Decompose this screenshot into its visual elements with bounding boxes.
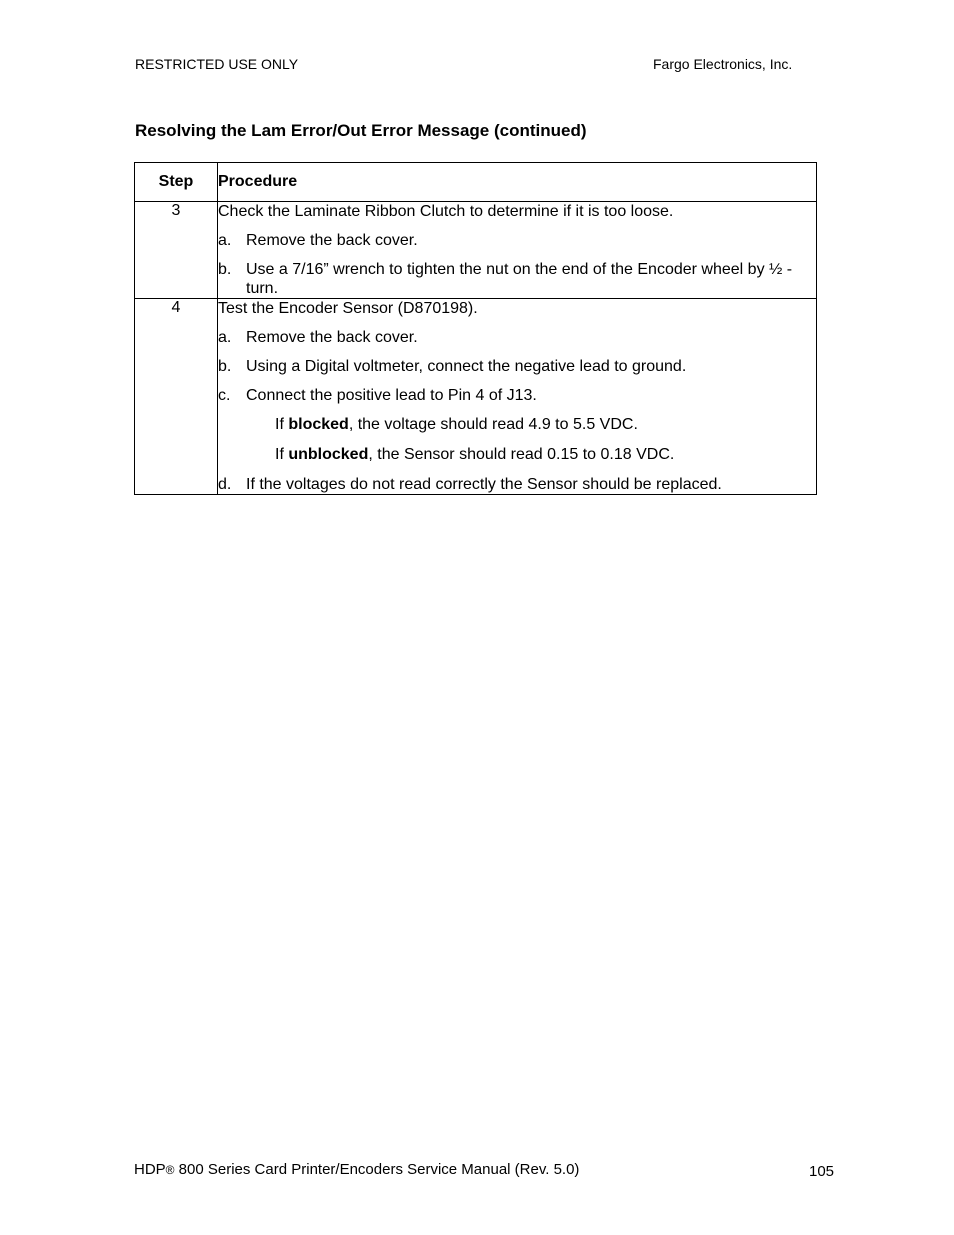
procedure-cell xyxy=(218,202,817,299)
condition-text: , the voltage should read 4.9 to 5.5 VDC. xyxy=(348,416,638,433)
list-item-label: b. xyxy=(218,261,232,278)
list-item-text: Remove the back cover. xyxy=(246,329,418,346)
list-item-text: Using a Digital voltmeter, connect the negative lead to ground. xyxy=(246,358,687,375)
registered-mark: ® xyxy=(165,1163,175,1177)
list-item-label: d. xyxy=(218,476,232,493)
condition-unblocked xyxy=(218,445,816,464)
list-item xyxy=(218,386,816,405)
step-number: 3 xyxy=(135,202,218,299)
condition-text: , the Sensor should read 0.15 to 0.18 VDC. xyxy=(368,446,675,463)
list-item xyxy=(218,357,816,376)
condition-keyword: unblocked xyxy=(288,446,369,463)
table-row xyxy=(135,202,817,299)
footer-brand: HDP xyxy=(134,1161,166,1178)
list-item xyxy=(218,260,816,298)
running-header-left: RESTRICTED USE ONLY xyxy=(135,56,299,72)
list-item-text: If the voltages do not read correctly the Sensor should be replaced. xyxy=(246,476,722,493)
condition-prefix: If xyxy=(275,446,289,463)
list-item xyxy=(218,475,816,494)
column-header-step: Step xyxy=(135,163,218,202)
list-item-text: Connect the positive lead to Pin 4 of J13. xyxy=(246,387,537,404)
column-header-procedure: Procedure xyxy=(218,163,817,202)
table-header-row xyxy=(135,163,817,202)
list-item-label: b. xyxy=(218,358,232,375)
condition-keyword: blocked xyxy=(288,416,349,433)
footer-manual-title: 800 Series Card Printer/Encoders Service Manual (Rev. 5.0) xyxy=(174,1161,580,1178)
list-item-text: Remove the back cover. xyxy=(246,232,418,249)
procedure-table xyxy=(134,162,817,495)
procedure-intro: Check the Laminate Ribbon Clutch to determine if it is too loose. xyxy=(218,203,674,220)
running-footer-title xyxy=(134,1161,579,1178)
list-item xyxy=(218,231,816,250)
condition-blocked xyxy=(218,415,816,434)
condition-prefix: If xyxy=(275,416,289,433)
list-item-label: c. xyxy=(218,387,231,404)
list-item-label: a. xyxy=(218,329,232,346)
page-number: 105 xyxy=(809,1163,835,1180)
list-item-label: a. xyxy=(218,232,232,249)
section-title: Resolving the Lam Error/Out Error Message (continued) xyxy=(135,121,587,140)
step-number: 4 xyxy=(135,299,218,495)
running-header-right: Fargo Electronics, Inc. xyxy=(653,56,793,72)
table-row xyxy=(135,299,817,495)
list-item xyxy=(218,328,816,347)
procedure-intro: Test the Encoder Sensor (D870198). xyxy=(218,300,478,317)
list-item-text: Use a 7/16” wrench to tighten the nut on the end of the Encoder wheel by ½ - turn. xyxy=(246,261,793,297)
procedure-cell xyxy=(218,299,817,495)
